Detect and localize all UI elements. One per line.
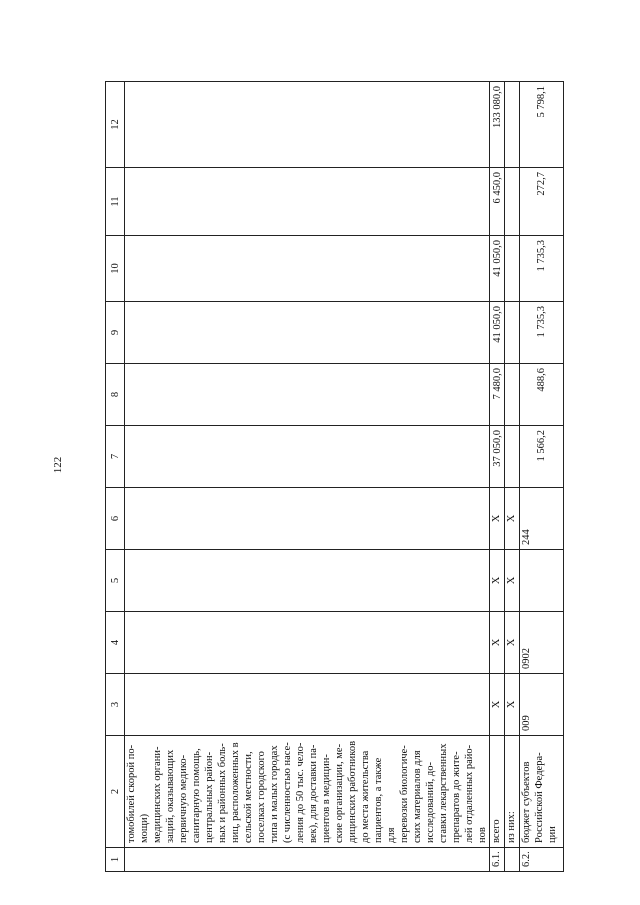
table-cell — [125, 236, 490, 302]
table-cell — [125, 82, 490, 168]
table-cell — [520, 550, 564, 612]
table-cell — [505, 82, 520, 168]
table-cell: 133 080,0 — [490, 82, 505, 168]
table-cell: 0902 — [520, 612, 564, 674]
table-cell — [125, 550, 490, 612]
header-cell: 7 — [106, 426, 125, 488]
table-cell: 488,6 — [520, 364, 564, 426]
row-number-cell — [125, 848, 490, 872]
row-number-cell: 6.1. — [490, 848, 505, 872]
table-cell — [505, 168, 520, 236]
table-cell: 009 — [520, 674, 564, 736]
row-number-cell — [505, 848, 520, 872]
table-row — [125, 82, 490, 872]
table-cell: X — [505, 550, 520, 612]
table-cell — [125, 612, 490, 674]
table-cell — [505, 302, 520, 364]
budget-table — [105, 81, 564, 872]
table-cell — [125, 488, 490, 550]
table-row — [520, 82, 564, 872]
item-name-cell: из них: — [505, 736, 520, 848]
header-cell: 3 — [106, 674, 125, 736]
table-cell: X — [505, 488, 520, 550]
header-cell: 12 — [106, 82, 125, 168]
table-cell — [505, 426, 520, 488]
table-cell — [125, 168, 490, 236]
table-cell — [125, 674, 490, 736]
page-number: 122 — [52, 456, 64, 474]
table-cell: X — [490, 550, 505, 612]
table-cell: 37 050,0 — [490, 426, 505, 488]
table-cell — [125, 426, 490, 488]
table-cell: 5 798,1 — [520, 82, 564, 168]
item-name-cell: всего — [490, 736, 505, 848]
header-cell: 8 — [106, 364, 125, 426]
table-cell: 272,7 — [520, 168, 564, 236]
table-cell: 6 450,0 — [490, 168, 505, 236]
row-number-cell: 6.2. — [520, 848, 564, 872]
table-cell: 7 480,0 — [490, 364, 505, 426]
header-cell: 9 — [106, 302, 125, 364]
header-cell: 2 — [106, 736, 125, 848]
table-cell: 41 050,0 — [490, 302, 505, 364]
table-cell: 41 050,0 — [490, 236, 505, 302]
item-name-cell: томобилей скорой по- мощи) медицинских органи- заций, оказывающих первичную медико- санитарную помощь, центральных район- ных и районных боль- ниц, расположенных в сельской местности, поселках городского типа и малых городах (с численностью насе- ления до 50 тыс. чело- век), для доставки па- циентов в медицин- ские организации, ме- дицинских работников до места жительства пациентов, а также для перевозки биологиче- ских материалов для исследований, до- ставки лекарственных препаратов до жите- лей отдаленных райо- нов — [125, 736, 490, 848]
table-cell: X — [490, 488, 505, 550]
header-cell: 4 — [106, 612, 125, 674]
table-cell — [505, 364, 520, 426]
table-cell: 244 — [520, 488, 564, 550]
header-cell: 1 — [106, 848, 125, 872]
item-name-cell: бюджет субъектов Российской Федера- ции — [520, 736, 564, 848]
table-cell: 1 735,3 — [520, 236, 564, 302]
header-cell: 10 — [106, 236, 125, 302]
table-cell: X — [490, 674, 505, 736]
header-cell: 6 — [106, 488, 125, 550]
table-cell: X — [505, 612, 520, 674]
table-cell — [505, 236, 520, 302]
table-container — [105, 86, 558, 872]
header-cell: 5 — [106, 550, 125, 612]
table-rotation-frame — [105, 86, 558, 872]
table-row — [490, 82, 505, 872]
table-row — [505, 82, 520, 872]
header-cell: 11 — [106, 168, 125, 236]
table-cell — [125, 364, 490, 426]
table-cell — [125, 302, 490, 364]
table-cell: X — [505, 674, 520, 736]
table-header-row — [106, 82, 125, 872]
table-cell: X — [490, 612, 505, 674]
table-cell: 1 735,3 — [520, 302, 564, 364]
table-cell: 1 566,2 — [520, 426, 564, 488]
